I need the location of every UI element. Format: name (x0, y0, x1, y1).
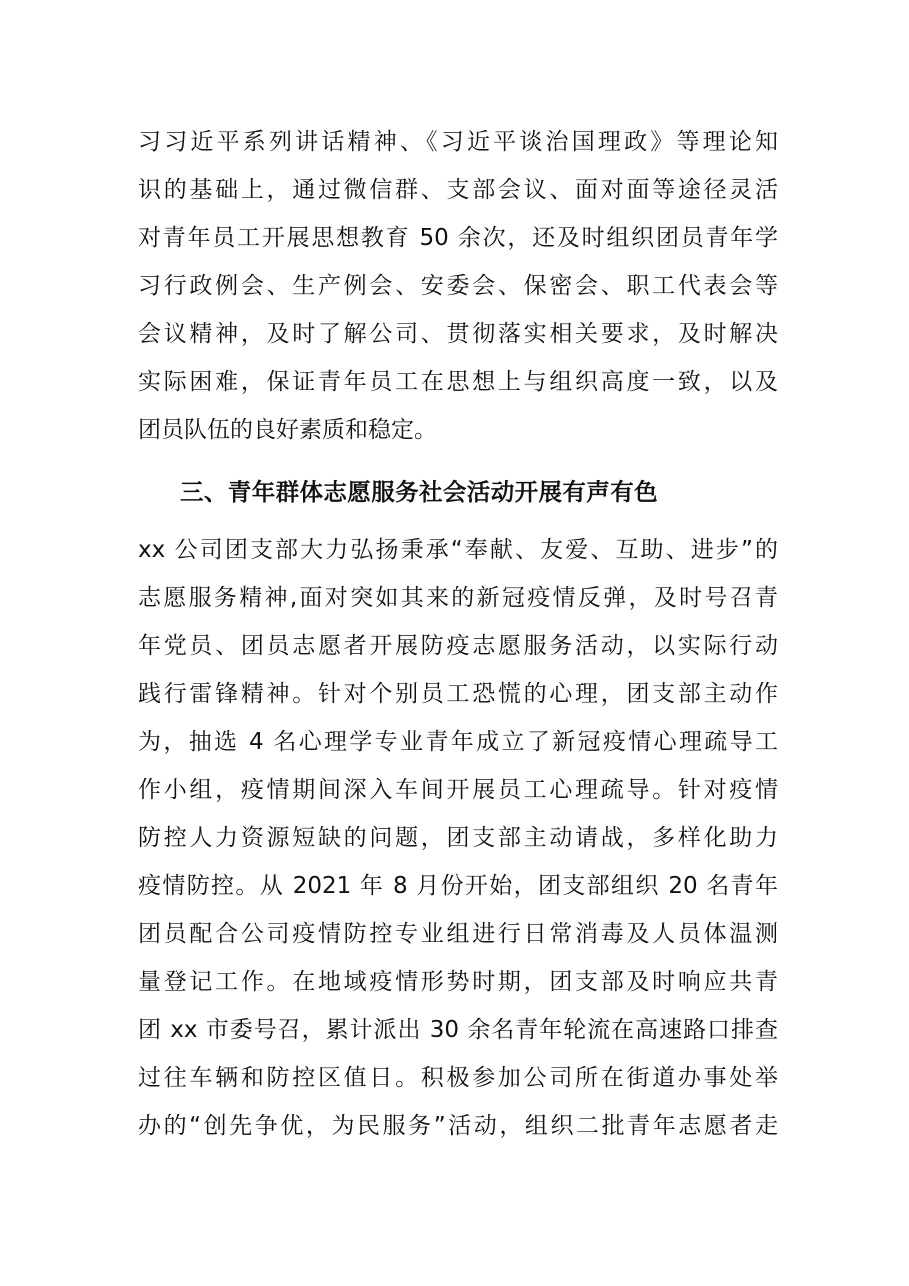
paragraph-line: 办的“创先争优，为民服务”活动，组织二批青年志愿者走 (138, 1113, 778, 1139)
paragraph-line: 疫情防控。从 2021 年 8 月份开始，团支部组织 20 名青年 (138, 873, 778, 899)
paragraph-line: 习行政例会、生产例会、安委会、保密会、职工代表会等 (138, 273, 778, 299)
paragraph-line: 量登记工作。在地域疫情形势时期，团支部及时响应共青 (138, 969, 778, 995)
paragraph-line: 志愿服务精神,面对突如其来的新冠疫情反弹，及时号召青 (138, 585, 778, 611)
paragraph-line: 会议精神，及时了解公司、贯彻落实相关要求，及时解决 (138, 321, 778, 347)
paragraph-line: 年党员、团员志愿者开展防疫志愿服务活动，以实际行动 (138, 633, 778, 659)
paragraph-line: 实际困难，保证青年员工在思想上与组织高度一致，以及 (138, 369, 778, 395)
paragraph-line: 过往车辆和防控区值日。积极参加公司所在街道办事处举 (138, 1065, 778, 1091)
paragraph-line: 作小组，疫情期间深入车间开展员工心理疏导。针对疫情 (138, 777, 778, 803)
paragraph-line: 对青年员工开展思想教育 50 余次，还及时组织团员青年学 (138, 225, 778, 251)
paragraph-line: 识的基础上，通过微信群、支部会议、面对面等途径灵活 (138, 177, 778, 203)
paragraph-line: 为，抽选 4 名心理学专业青年成立了新冠疫情心理疏导工 (138, 729, 778, 755)
section-heading: 三、青年群体志愿服务社会活动开展有声有色 (180, 478, 658, 506)
paragraph-line: 团员配合公司疫情防控专业组进行日常消毒及人员体温测 (138, 921, 778, 947)
paragraph-line: xx 公司团支部大力弘扬秉承“奉献、友爱、互助、进步”的 (138, 537, 778, 563)
paragraph-line: 践行雷锋精神。针对个别员工恐慌的心理，团支部主动作 (138, 681, 778, 707)
paragraph-line: 习习近平系列讲话精神、《习近平谈治国理政》等理论知 (138, 129, 778, 155)
paragraph-line: 团 xx 市委号召，累计派出 30 余名青年轮流在高速路口排查 (138, 1017, 778, 1043)
paragraph-line: 防控人力资源短缺的问题，团支部主动请战，多样化助力 (138, 825, 778, 851)
paragraph-line: 团员队伍的良好素质和稳定。 (138, 417, 437, 443)
